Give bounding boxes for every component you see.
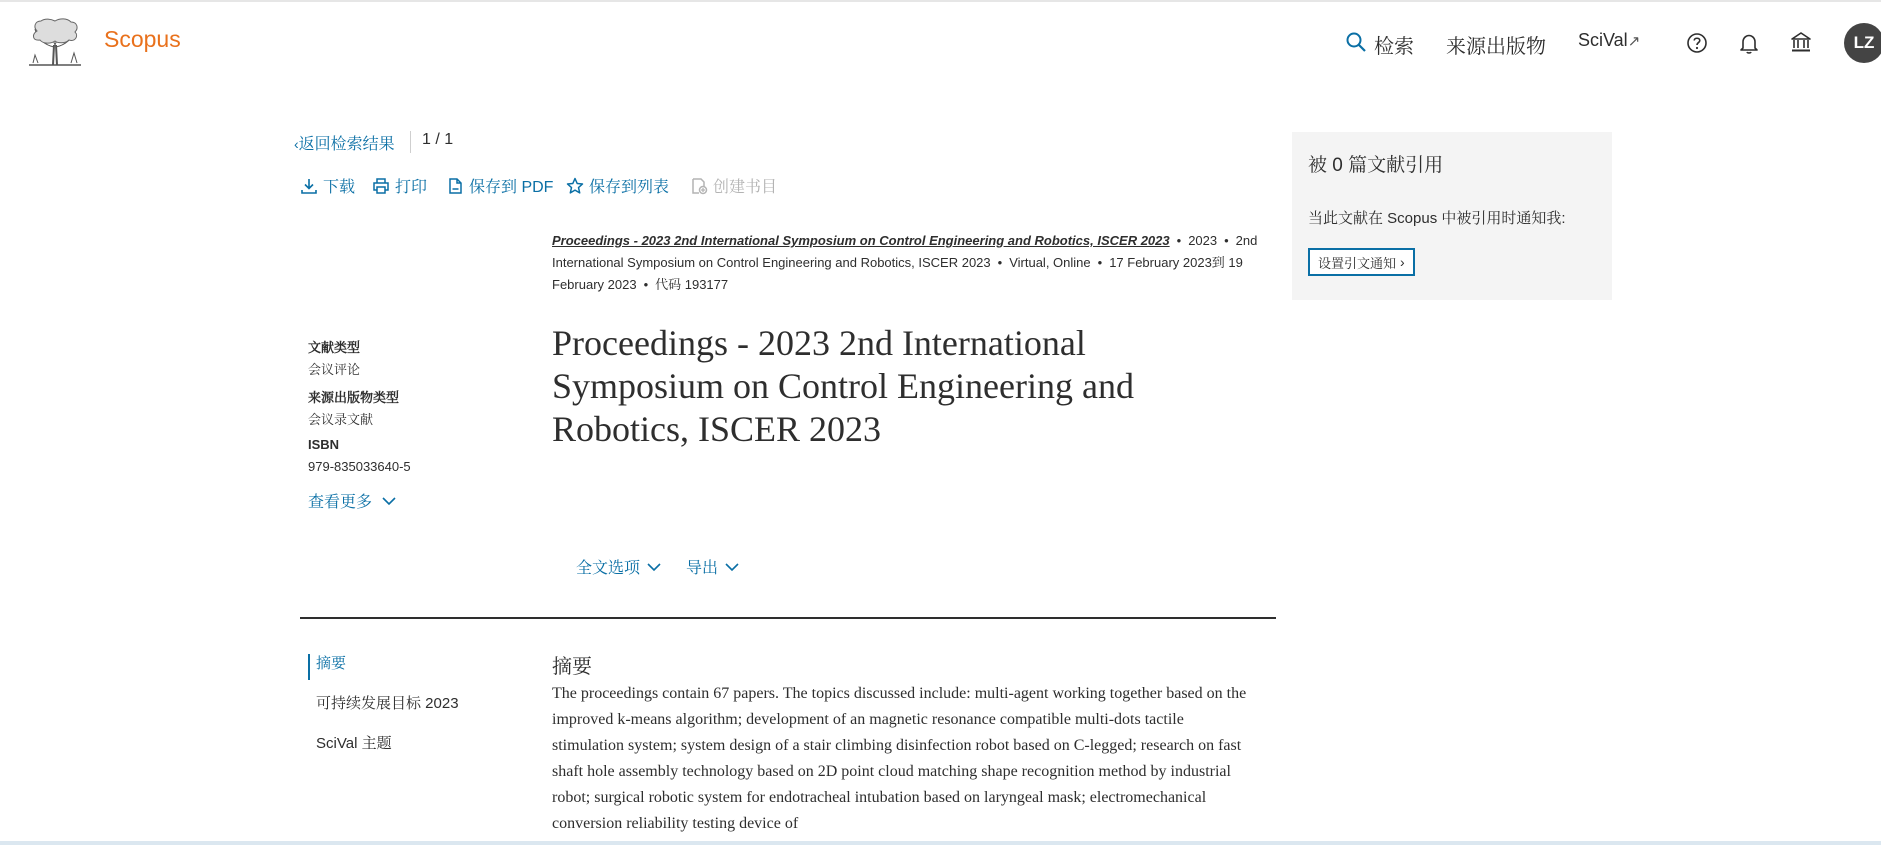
bottom-border <box>0 841 1881 845</box>
active-indicator <box>308 654 310 680</box>
chevron-left-icon: ‹ <box>294 136 299 152</box>
source-type-label: 来源出版物类型 <box>308 390 400 405</box>
download-button[interactable] <box>300 174 355 197</box>
separator-dot: • <box>643 277 649 292</box>
search-icon[interactable] <box>1346 32 1366 52</box>
bell-icon[interactable] <box>1738 32 1760 54</box>
print-label: 打印 <box>395 179 428 196</box>
separator-dot: • <box>997 255 1003 270</box>
pdf-icon <box>446 177 464 195</box>
download-icon <box>300 177 318 195</box>
cited-by-panel <box>1292 132 1612 300</box>
avatar[interactable]: LZ <box>1844 23 1881 63</box>
export-dropdown[interactable] <box>686 555 739 578</box>
full-text-options-dropdown[interactable] <box>576 555 661 578</box>
chevron-right-icon: › <box>1400 254 1405 270</box>
separator-dot: • <box>1224 233 1229 248</box>
back-to-results-link[interactable] <box>294 131 395 154</box>
conference-location: Virtual, Online <box>1009 255 1091 270</box>
source-year: 2023 <box>1188 233 1218 248</box>
doc-type-value: 会议评论 <box>308 362 361 377</box>
export-label: 导出 <box>686 560 719 577</box>
conference-dates-end: February 2023 <box>552 277 637 292</box>
save-pdf-label: 保存到 PDF <box>469 179 554 196</box>
cited-by-description: 当此文献在 Scopus 中被引用时通知我: <box>1308 210 1566 227</box>
chevron-down-icon <box>647 562 661 572</box>
abstract-heading: 摘要 <box>552 656 592 678</box>
set-citation-alert-label: 设置引文通知 <box>1318 255 1397 271</box>
help-icon[interactable] <box>1686 32 1708 54</box>
nav-sources[interactable]: 来源出版物 <box>1446 36 1546 58</box>
sidenav-item-scival-topics[interactable]: SciVal 主题 <box>316 735 392 752</box>
divider <box>410 131 411 153</box>
institution-icon[interactable] <box>1790 31 1812 53</box>
create-bibliography-button[interactable] <box>690 174 777 197</box>
save-pdf-button[interactable] <box>446 174 553 197</box>
conference-code: 代码 193177 <box>655 277 729 292</box>
nav-scival-label: SciVal <box>1578 30 1628 50</box>
scopus-brand[interactable]: Scopus <box>104 26 181 52</box>
conference-name-part2: International Symposium on Control Engineering and Robotics, ISCER 2023 <box>552 255 991 270</box>
source-title-link[interactable]: Proceedings - 2023 2nd International Symposium on Control Engineering and Robotics, ISCER 2023 <box>552 233 1170 248</box>
sidenav-item-sdg[interactable]: 可持续发展目标 2023 <box>316 695 459 712</box>
conference-dates-start: 17 February 2023到 19 <box>1109 255 1243 270</box>
print-button[interactable] <box>372 174 427 197</box>
isbn-value: 979-835033640-5 <box>308 459 411 474</box>
see-more-button[interactable] <box>308 489 396 512</box>
set-citation-alert-button[interactable] <box>1308 248 1415 276</box>
save-to-list-label: 保存到列表 <box>589 179 670 196</box>
bibliography-icon <box>690 177 708 195</box>
sidenav-item-abstract[interactable]: 摘要 <box>316 655 347 672</box>
download-label: 下载 <box>323 179 356 196</box>
doc-type-label: 文献类型 <box>308 340 361 355</box>
cited-by-count: 被 0 篇文献引用 <box>1308 155 1444 176</box>
isbn-label: ISBN <box>308 437 340 452</box>
save-to-list-button[interactable] <box>566 174 669 197</box>
section-divider <box>300 617 1276 619</box>
back-to-results-label: 返回检索结果 <box>298 136 395 153</box>
top-border <box>0 0 1881 2</box>
create-bibliography-label: 创建书目 <box>713 179 778 196</box>
chevron-down-icon <box>382 496 396 506</box>
elsevier-tree-logo[interactable] <box>27 17 83 67</box>
document-title: Proceedings - 2023 2nd International Symposium on Control Engineering and Robotics, ISCER 2023 <box>552 323 1134 449</box>
conference-name-part1: 2nd <box>1235 233 1258 248</box>
chevron-down-icon <box>725 562 739 572</box>
source-info <box>552 230 1258 296</box>
result-paging: 1 / 1 <box>422 131 454 148</box>
separator-dot: • <box>1176 233 1182 248</box>
abstract-text: The proceedings contain 67 papers. The topics discussed include: multi-agent working together based on the improved k-means algorithm; development of an magnetic resonance compatible multi-dots tactile stimulation system; system design of a stair climbing disinfection robot based on C-legged; research on fast shaft hole assembly technology based on 2D point cloud matching shape recognition method by industrial robot; surgical robotic system for endotracheal intubation based on laryngeal mask; electromechanical conversion reliability testing device of <box>552 685 1247 832</box>
nav-scival[interactable] <box>1578 30 1640 51</box>
star-icon <box>566 177 584 195</box>
separator-dot: • <box>1097 255 1103 270</box>
see-more-label: 查看更多 <box>308 494 373 511</box>
external-link-icon: ↗ <box>1627 33 1641 50</box>
full-text-options-label: 全文选项 <box>576 560 641 577</box>
printer-icon <box>372 177 390 195</box>
source-type-value: 会议录文献 <box>308 412 374 427</box>
nav-search[interactable]: 检索 <box>1374 36 1414 58</box>
